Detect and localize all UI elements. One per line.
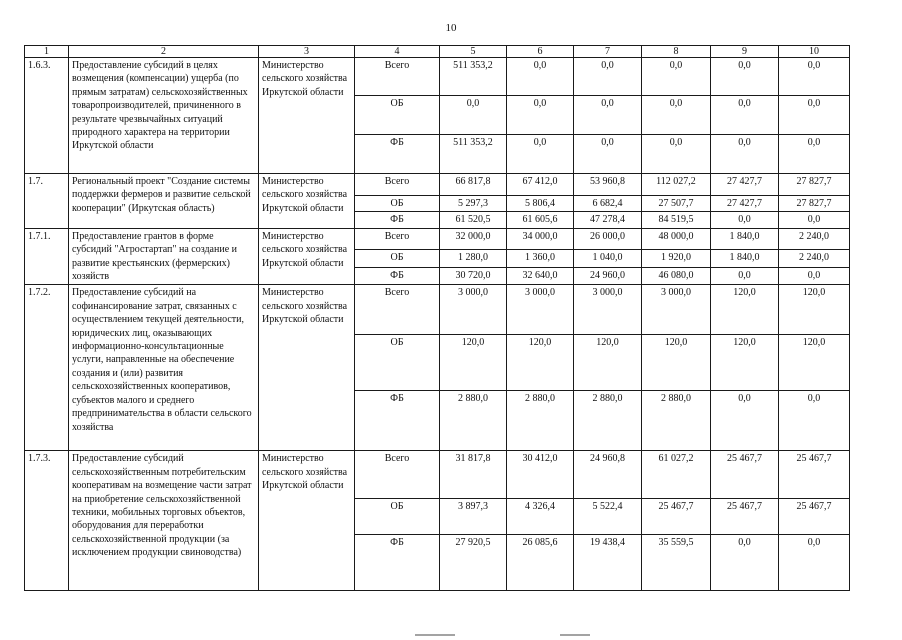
value-cell: 0,0 <box>574 58 642 96</box>
source-label: ОБ <box>355 196 440 212</box>
value-cell: 511 353,2 <box>440 58 507 96</box>
value-cell: 511 353,2 <box>440 135 507 174</box>
table-row <box>25 58 850 96</box>
value-cell: 5 522,4 <box>574 499 642 535</box>
value-cell: 0,0 <box>779 267 850 285</box>
source-label: Всего <box>355 174 440 196</box>
row-name: Предоставление субсидий сельскохозяйственным потребительским кооперативам на возмещение части затрат на приобретение сельскохозяйственной техники, мобильных торговых объектов, оборудования для переработки сельскохозяйственной продукции (за исключением продукции свиноводства) <box>69 451 259 591</box>
value-cell: 25 467,7 <box>711 499 779 535</box>
column-header: 3 <box>259 46 355 58</box>
value-cell: 0,0 <box>779 535 850 591</box>
value-cell: 2 880,0 <box>642 391 711 451</box>
value-cell: 32 640,0 <box>507 267 574 285</box>
scan-artifact <box>560 634 590 636</box>
source-label: ФБ <box>355 267 440 285</box>
value-cell: 2 880,0 <box>507 391 574 451</box>
value-cell: 35 559,5 <box>642 535 711 591</box>
table-row <box>25 228 850 249</box>
value-cell: 120,0 <box>574 335 642 391</box>
value-cell: 25 467,7 <box>779 499 850 535</box>
row-ministry: Министерство сельского хозяйства Иркутской области <box>259 174 355 229</box>
value-cell: 0,0 <box>507 96 574 135</box>
value-cell: 27 427,7 <box>711 174 779 196</box>
value-cell: 53 960,8 <box>574 174 642 196</box>
source-label: Всего <box>355 451 440 499</box>
value-cell: 1 840,0 <box>711 228 779 249</box>
row-ministry: Министерство сельского хозяйства Иркутской области <box>259 285 355 451</box>
value-cell: 27 507,7 <box>642 196 711 212</box>
value-cell: 0,0 <box>507 58 574 96</box>
value-cell: 5 806,4 <box>507 196 574 212</box>
row-ministry: Министерство сельского хозяйства Иркутской области <box>259 58 355 174</box>
table-row <box>25 451 850 499</box>
value-cell: 2 880,0 <box>440 391 507 451</box>
row-code: 1.7. <box>25 174 69 229</box>
value-cell: 61 520,5 <box>440 212 507 228</box>
row-code: 1.7.1. <box>25 228 69 285</box>
value-cell: 2 240,0 <box>779 228 850 249</box>
row-code: 1.7.2. <box>25 285 69 451</box>
budget-table <box>24 45 850 591</box>
value-cell: 48 000,0 <box>642 228 711 249</box>
value-cell: 31 817,8 <box>440 451 507 499</box>
value-cell: 6 682,4 <box>574 196 642 212</box>
value-cell: 3 000,0 <box>642 285 711 335</box>
row-name: Предоставление субсидий в целях возмещения (компенсации) ущерба (по прямым затратам) сельскохозяйственных товаропроизводителей, причиненного в результате чрезвычайных ситуаций природного характера на территории Иркутской области <box>69 58 259 174</box>
value-cell: 1 920,0 <box>642 250 711 268</box>
value-cell: 66 817,8 <box>440 174 507 196</box>
source-label: ОБ <box>355 96 440 135</box>
value-cell: 25 467,7 <box>779 451 850 499</box>
value-cell: 1 360,0 <box>507 250 574 268</box>
value-cell: 0,0 <box>574 96 642 135</box>
value-cell: 1 280,0 <box>440 250 507 268</box>
value-cell: 120,0 <box>779 335 850 391</box>
source-label: ОБ <box>355 335 440 391</box>
column-header: 10 <box>779 46 850 58</box>
column-header: 8 <box>642 46 711 58</box>
value-cell: 47 278,4 <box>574 212 642 228</box>
header-row <box>25 46 850 58</box>
value-cell: 84 519,5 <box>642 212 711 228</box>
value-cell: 0,0 <box>711 535 779 591</box>
value-cell: 27 827,7 <box>779 174 850 196</box>
row-name: Региональный проект "Создание системы поддержки фермеров и развитие сельской кооперации" (Иркутская область) <box>69 174 259 229</box>
source-label: ОБ <box>355 250 440 268</box>
value-cell: 2 880,0 <box>574 391 642 451</box>
row-name: Предоставление субсидий на софинансирование затрат, связанных с осуществлением текущей деятельности, юридических лиц, оказывающих информационно-консультационные услуги, направленные на обеспечение создания и (или) развития сельскохозяйственных кооперативов, субъектов малого и среднего предпринимательства в области сельского хозяйства <box>69 285 259 451</box>
value-cell: 0,0 <box>642 135 711 174</box>
value-cell: 25 467,7 <box>711 451 779 499</box>
value-cell: 27 427,7 <box>711 196 779 212</box>
source-label: Всего <box>355 58 440 96</box>
value-cell: 0,0 <box>642 96 711 135</box>
value-cell: 24 960,8 <box>574 451 642 499</box>
value-cell: 26 085,6 <box>507 535 574 591</box>
value-cell: 3 000,0 <box>440 285 507 335</box>
column-header: 9 <box>711 46 779 58</box>
value-cell: 30 412,0 <box>507 451 574 499</box>
value-cell: 3 000,0 <box>574 285 642 335</box>
value-cell: 67 412,0 <box>507 174 574 196</box>
source-label: ФБ <box>355 135 440 174</box>
value-cell: 61 027,2 <box>642 451 711 499</box>
row-ministry: Министерство сельского хозяйства Иркутской области <box>259 228 355 285</box>
source-label: Всего <box>355 228 440 249</box>
column-header: 1 <box>25 46 69 58</box>
value-cell: 2 240,0 <box>779 250 850 268</box>
value-cell: 1 040,0 <box>574 250 642 268</box>
column-header: 7 <box>574 46 642 58</box>
value-cell: 34 000,0 <box>507 228 574 249</box>
value-cell: 46 080,0 <box>642 267 711 285</box>
table-row <box>25 285 850 335</box>
source-label: Всего <box>355 285 440 335</box>
value-cell: 0,0 <box>711 135 779 174</box>
row-code: 1.6.3. <box>25 58 69 174</box>
source-label: ФБ <box>355 212 440 228</box>
value-cell: 5 297,3 <box>440 196 507 212</box>
value-cell: 27 827,7 <box>779 196 850 212</box>
value-cell: 61 605,6 <box>507 212 574 228</box>
value-cell: 120,0 <box>711 285 779 335</box>
value-cell: 25 467,7 <box>642 499 711 535</box>
value-cell: 0,0 <box>711 58 779 96</box>
value-cell: 1 840,0 <box>711 250 779 268</box>
column-header: 2 <box>69 46 259 58</box>
value-cell: 0,0 <box>779 135 850 174</box>
table-row <box>25 174 850 196</box>
value-cell: 0,0 <box>574 135 642 174</box>
value-cell: 120,0 <box>507 335 574 391</box>
value-cell: 26 000,0 <box>574 228 642 249</box>
value-cell: 0,0 <box>711 212 779 228</box>
value-cell: 0,0 <box>711 267 779 285</box>
page-number: 10 <box>445 22 457 34</box>
source-label: ФБ <box>355 535 440 591</box>
value-cell: 0,0 <box>711 391 779 451</box>
value-cell: 0,0 <box>507 135 574 174</box>
column-header: 6 <box>507 46 574 58</box>
value-cell: 120,0 <box>711 335 779 391</box>
source-label: ОБ <box>355 499 440 535</box>
value-cell: 0,0 <box>779 58 850 96</box>
value-cell: 4 326,4 <box>507 499 574 535</box>
value-cell: 0,0 <box>779 391 850 451</box>
value-cell: 24 960,0 <box>574 267 642 285</box>
source-label: ФБ <box>355 391 440 451</box>
value-cell: 3 897,3 <box>440 499 507 535</box>
value-cell: 0,0 <box>779 96 850 135</box>
value-cell: 0,0 <box>779 212 850 228</box>
row-name: Предоставление грантов в форме субсидий "Агростартап" на создание и развитие крестьянских (фермерских) хозяйств <box>69 228 259 285</box>
row-ministry: Министерство сельского хозяйства Иркутской области <box>259 451 355 591</box>
value-cell: 112 027,2 <box>642 174 711 196</box>
value-cell: 0,0 <box>642 58 711 96</box>
row-code: 1.7.3. <box>25 451 69 591</box>
value-cell: 3 000,0 <box>507 285 574 335</box>
value-cell: 120,0 <box>779 285 850 335</box>
value-cell: 120,0 <box>642 335 711 391</box>
value-cell: 27 920,5 <box>440 535 507 591</box>
column-header: 4 <box>355 46 440 58</box>
value-cell: 30 720,0 <box>440 267 507 285</box>
value-cell: 0,0 <box>711 96 779 135</box>
value-cell: 120,0 <box>440 335 507 391</box>
value-cell: 0,0 <box>440 96 507 135</box>
value-cell: 32 000,0 <box>440 228 507 249</box>
value-cell: 19 438,4 <box>574 535 642 591</box>
column-header: 5 <box>440 46 507 58</box>
scan-artifact <box>415 634 455 636</box>
